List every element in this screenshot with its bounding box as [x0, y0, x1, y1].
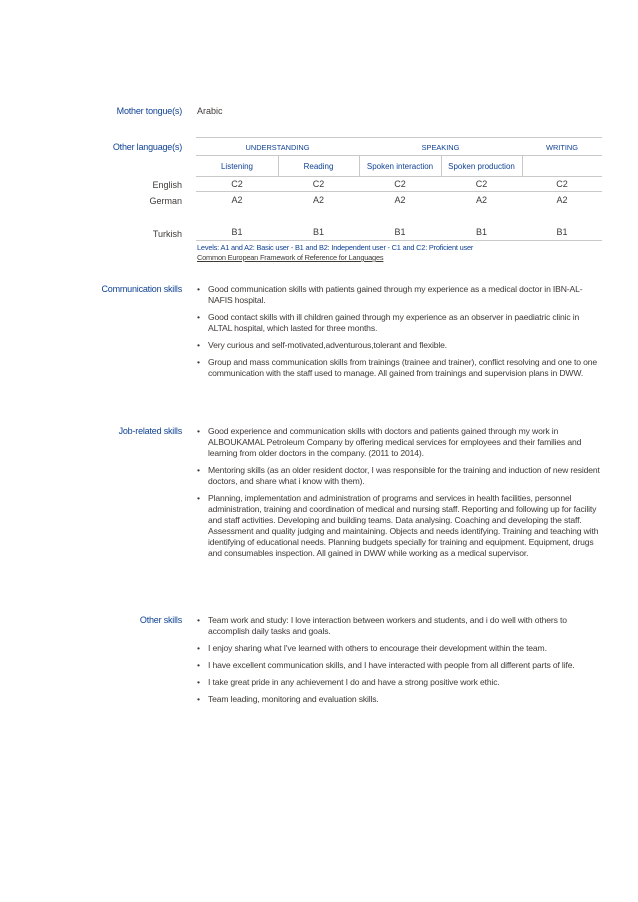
list-item: • Planning, implementation and administration of programs and services in health facilities, personnel administration, training and coordination of medical and nursing staff. Reporting and following up for facility and staff activities. Developing and building teams. Data analysing. Coaching and developing the staff. Assessment and quality judging and maintaining. Objects and needs identifying. Training and teaching with identifying of educational needs. Planning budgets specially for training and equipment. Equipment, drugs and consumables inspection. All gained in DWW while working as a medical supervisor.: [196, 493, 602, 559]
list-item: • Good experience and communication skills with doctors and patients gained through my work in ALBOUKAMAL Petroleum Company by offering medical services for employees and their families and learning from older doctors in the company. (2011 to 2014).: [196, 426, 602, 459]
header-rule: [196, 155, 602, 156]
level-writing: A2: [556, 195, 568, 205]
levels-note: Levels: A1 and A2: Basic user - B1 and B2: Independent user - C1 and C2: Proficient user: [197, 243, 474, 252]
col-divider: [278, 156, 279, 176]
list-item: • I enjoy sharing what I've learned with others to encourage their development within the team.: [196, 643, 602, 654]
level-writing: B1: [556, 227, 568, 237]
list-item: • Very curious and self-motivated,adventurous,tolerant and flexible.: [196, 340, 602, 351]
list-item: • Mentoring skills (as an older resident doctor, I was responsible for the training and induction of new resident doctors, and share what i know with them).: [196, 465, 602, 487]
subheader-spoken-interaction: Spoken interaction: [366, 162, 434, 171]
subheader-rule: [196, 176, 602, 177]
list-item: • Team work and study: I love interaction between workers and students, and i do well with others to accomplish daily tasks and goals.: [196, 615, 602, 637]
subheader-listening: Listening: [220, 162, 254, 171]
job-related-skills-label: Job-related skills: [118, 426, 182, 436]
list-item: • Group and mass communication skills from trainings (trainee and trainer), conflict resolving and one to one communication with the staff used to manage. All gained from trainings and supervision plans in DWW.: [196, 357, 602, 379]
level-spoken-production: B1: [475, 227, 487, 237]
other-skills-label: Other skills: [139, 615, 182, 625]
level-listening: A2: [231, 195, 243, 205]
language-name: Turkish: [152, 229, 182, 239]
list-item: • I take great pride in any achievement I do and have a strong positive work ethic.: [196, 677, 602, 688]
header-writing: WRITING: [545, 143, 579, 152]
communication-skills-list: [196, 284, 602, 385]
table-bottom-rule: [196, 240, 602, 241]
level-spoken-interaction: A2: [394, 195, 406, 205]
cefr-link[interactable]: Common European Framework of Reference for Languages: [197, 253, 384, 262]
language-name: English: [152, 180, 182, 190]
mother-tongue-label: Mother tongue(s): [116, 106, 182, 116]
level-reading: C2: [312, 179, 325, 189]
row-rule: [196, 191, 602, 192]
subheader-spoken-production: Spoken production: [448, 162, 515, 171]
level-writing: C2: [556, 179, 568, 189]
header-understanding: UNDERSTANDING: [245, 143, 310, 152]
col-divider: [522, 156, 523, 176]
language-name: German: [149, 196, 182, 206]
level-spoken-production: A2: [475, 195, 487, 205]
col-divider: [441, 156, 442, 176]
level-spoken-production: C2: [475, 179, 488, 189]
level-listening: C2: [231, 179, 243, 189]
header-speaking: SPEAKING: [421, 143, 460, 152]
level-reading: A2: [312, 195, 324, 205]
communication-skills-label: Communication skills: [101, 284, 182, 294]
level-spoken-interaction: B1: [394, 227, 406, 237]
list-item: • Good contact skills with ill children gained through my experience as an observer in paediatric clinic in ALTAL hospital, which lasted for three months.: [196, 312, 602, 334]
level-spoken-interaction: C2: [394, 179, 406, 189]
mother-tongue-value: Arabic: [197, 106, 223, 116]
list-item: • Good communication skills with patients gained through my experience as a medical doctor in IBN-AL-NAFIS hospital.: [196, 284, 602, 306]
level-reading: B1: [312, 227, 324, 237]
table-top-rule: [196, 137, 602, 138]
col-divider: [359, 156, 360, 176]
level-listening: B1: [231, 227, 243, 237]
subheader-reading: Reading: [303, 162, 334, 171]
other-languages-label: Other language(s): [112, 142, 182, 152]
job-related-skills-list: [196, 426, 602, 565]
other-skills-list: [196, 615, 602, 711]
list-item: • Team leading, monitoring and evaluation skills.: [196, 694, 602, 705]
list-item: • I have excellent communication skills, and I have interacted with people from all different parts of life.: [196, 660, 602, 671]
